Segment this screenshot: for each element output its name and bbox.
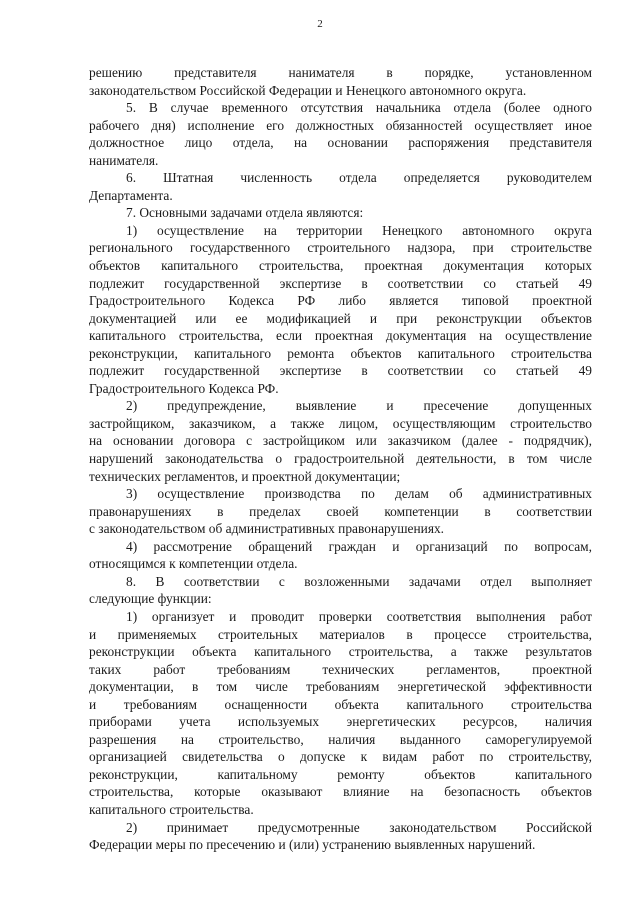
text-line: 2) предупреждение, выявление и пресечение допущенных — [126, 398, 592, 414]
paragraph-p-8-1 — [89, 608, 592, 819]
document-body — [89, 64, 592, 854]
text-line: нанимателя. — [89, 152, 159, 168]
text-line: 4) рассмотрение обращений граждан и организаций по вопросам, — [126, 538, 592, 554]
text-line: застройщиком, заказчиком, а также лицом, осуществляющим строительство — [89, 415, 592, 431]
paragraph-p-continuation — [89, 64, 592, 99]
text-line: подлежит государственной экспертизе в соответствии со статьей 49 — [89, 275, 592, 291]
text-line: таких работ требованиям технических регламентов, проектной — [89, 661, 592, 677]
text-line: решению представителя нанимателя в порядке, установленном — [89, 65, 592, 80]
text-line: организацией свидетельства о допуске к видам работ по строительству, — [89, 749, 592, 765]
text-line: технических регламентов, и проектной документации; — [89, 468, 401, 484]
paragraph-p-8 — [89, 573, 592, 608]
text-line: рабочего дня) исполнение его должностных обязанностей осуществляет иное — [89, 117, 592, 133]
text-line: и применяемых строительных материалов в процессе строительства, — [89, 626, 592, 642]
text-line: документации, в том числе требованиям энергетической эффективности — [89, 679, 592, 695]
paragraph-p-7-4 — [89, 538, 592, 573]
text-line: объектов капитального строительства, проектная документация которых — [89, 258, 592, 274]
text-line: строительства, которые оказывают влияние на безопасность объектов — [89, 784, 592, 800]
text-line: разрешения на строительство, наличия выданного саморегулируемой — [89, 731, 592, 747]
paragraph-p-5 — [89, 99, 592, 169]
text-line: капитального строительства. — [89, 801, 254, 817]
text-line: 6. Штатная численность отдела определяется руководителем — [126, 170, 592, 186]
text-line: Федерации меры по пресечению и (или) устранению выявленных нарушений. — [89, 837, 536, 853]
text-line: с законодательством об административных правонарушениях. — [89, 521, 445, 537]
text-line: подлежит государственной экспертизе в соответствии со статьей 49 — [89, 363, 592, 379]
text-line: 7. Основными задачами отдела являются: — [126, 205, 364, 221]
text-line: реконструкции, капитального ремонта объектов капитального строительства — [89, 345, 592, 361]
page-number: 2 — [317, 18, 323, 30]
text-line: капитального строительства, если проектная документация на осуществление — [89, 328, 592, 344]
text-line: документацией или ее модификацией и при реконструкции объектов — [89, 310, 592, 326]
text-line: относящимся к компетенции отдела. — [89, 556, 298, 572]
text-line: регионального государственного строительного надзора, при строительстве — [89, 240, 592, 256]
text-line: Градостроительного Кодекса РФ. — [89, 380, 279, 396]
paragraph-p-7-3 — [89, 485, 592, 538]
text-line: на основании договора с застройщиком или заказчиком (далее - подрядчик), — [89, 433, 592, 449]
text-line: реконструкции, капитальному ремонту объектов капитального — [89, 766, 592, 782]
text-line: и требованиям оснащенности объекта капитального строительства — [89, 696, 592, 712]
text-line: 3) осуществление производства по делам об административных — [126, 486, 592, 502]
paragraph-p-8-2 — [89, 819, 592, 854]
text-line: правонарушениях в пределах своей компетенции в соответствии — [89, 503, 592, 519]
text-line: должностное лицо отдела, на основании распоряжения представителя — [89, 135, 592, 151]
text-line: следующие функции: — [89, 591, 212, 607]
text-line: Градостроительного Кодекса РФ либо является типовой проектной — [89, 293, 592, 309]
text-line: нарушений законодательства о градостроительной деятельности, в том числе — [89, 451, 592, 467]
text-line: 1) осуществление на территории Ненецкого автономного округа — [126, 222, 592, 238]
paragraph-p-6 — [89, 169, 592, 204]
text-line: 8. В соответствии с возложенными задачами отдел выполняет — [126, 573, 592, 589]
text-line: приборами учета используемых энергетических ресурсов, наличия — [89, 714, 592, 730]
paragraph-p-7-2 — [89, 397, 592, 485]
text-line: 5. В случае временного отсутствия начальника отдела (более одного — [126, 100, 592, 116]
text-line: реконструкции объекта капитального строительства, а также результатов — [89, 644, 592, 660]
text-line: законодательством Российской Федерации и Ненецкого автономного округа. — [89, 82, 527, 98]
text-line: Департамента. — [89, 187, 173, 203]
paragraph-p-7-1 — [89, 222, 592, 397]
text-line: 2) принимает предусмотренные законодательством Российской — [126, 819, 592, 835]
paragraph-p-7 — [89, 204, 592, 222]
text-line: 1) организует и проводит проверки соответствия выполнения работ — [126, 608, 592, 624]
